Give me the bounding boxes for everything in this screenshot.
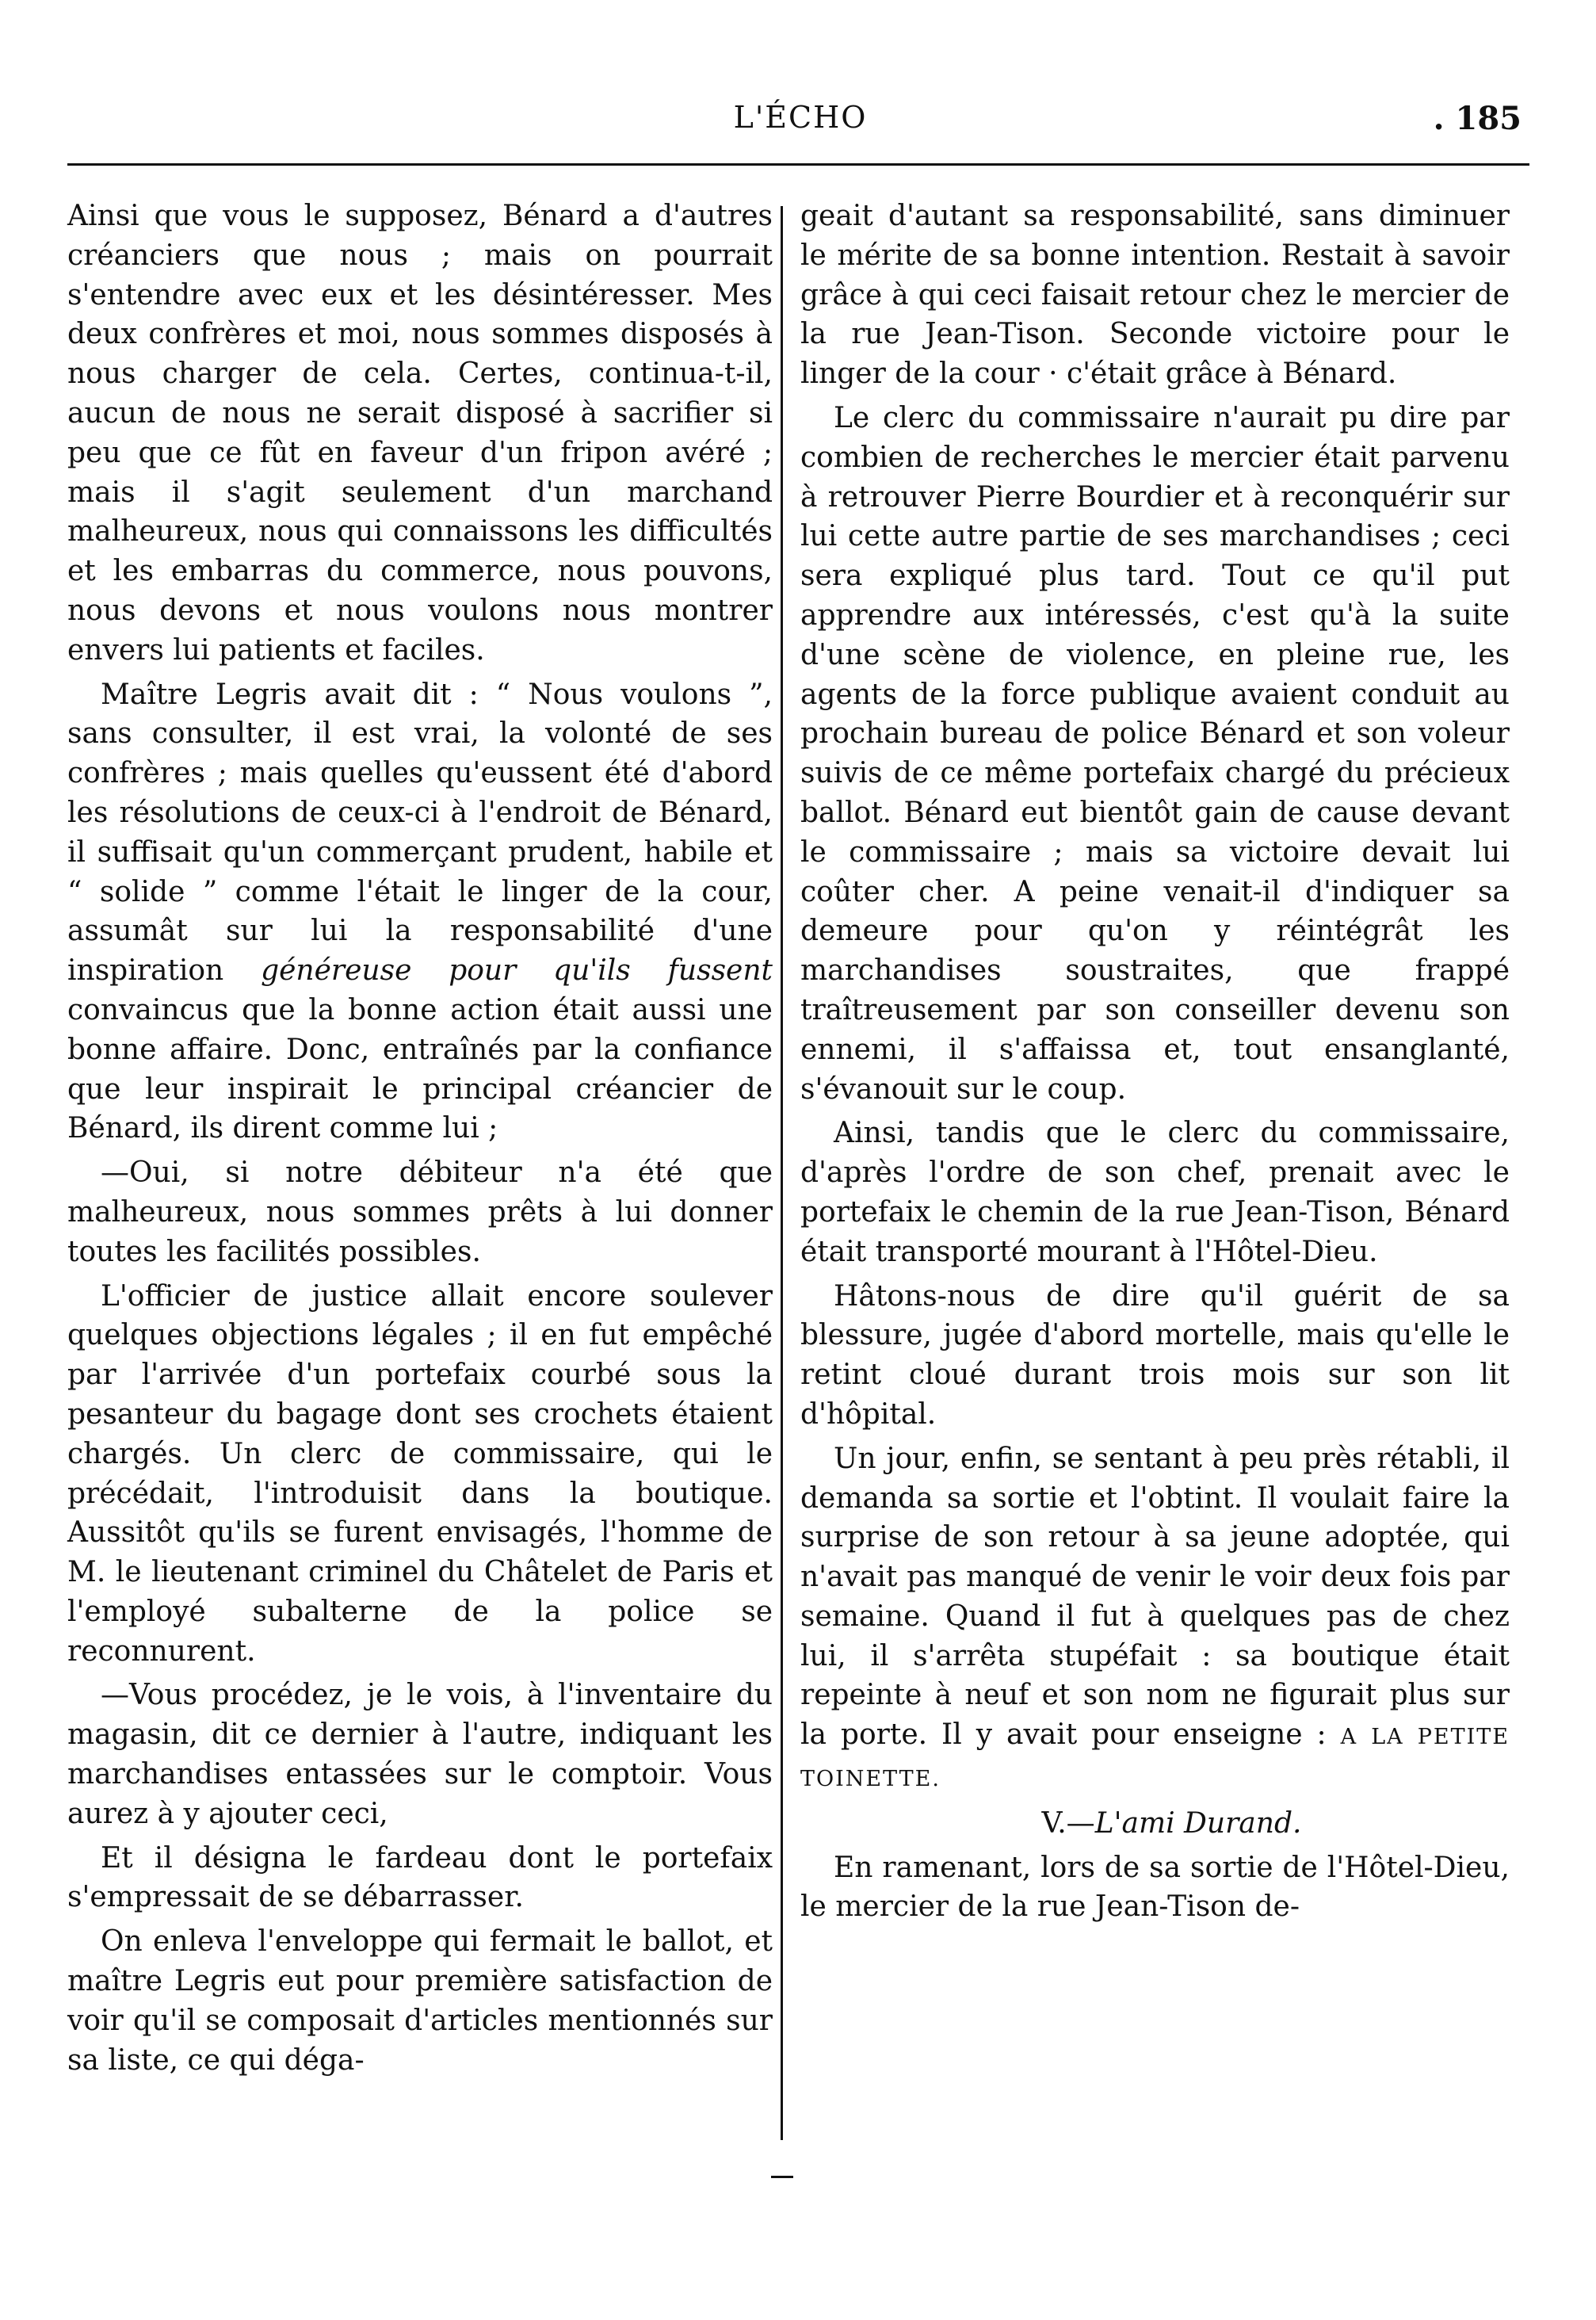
page-header [71,94,1529,149]
column-divider [781,206,783,2140]
paragraph [800,1439,1510,1799]
page-number: . 185 [1433,100,1522,137]
right-column [800,197,1510,1927]
paragraph: On enleva l'enveloppe qui fermait le ballot, et maître Legris eut pour première satisfaction de voir qu'il se composait d'articles mentionnés sur sa liste, ce qui déga- [67,1925,773,2077]
header-rule [67,163,1529,166]
paragraph: —Oui, si notre débiteur n'a été que malheureux, nous sommes prêts à lui donner toutes les facilités possibles. [67,1156,773,1268]
paragraph-text: Maître Legris avait dit : “ Nous voulons ”, sans consulter, il est vrai, la volonté de ses confrères ; mais quelles qu'eussent été d'abord les résolutions de ceux-ci à l'endroit de Bénard, il suffisait qu'un commerçant prudent, habile et “ solide ” comme l'était le linger de la cour, assumât sur lui la responsabilité d'une inspiration [67,678,773,988]
italic-phrase: généreuse pour qu'ils fussent [261,954,773,988]
paragraph-text: que la bonne action était aussi une bonne affaire. Donc, entraînés par la confiance que leur inspirait le principal créancier de Bénard, ils dirent comme lui ; [67,993,773,1145]
section-heading [800,1804,1510,1844]
paragraph-text: convaincus [67,993,229,1026]
paragraph: Ainsi que vous le supposez, Bénard a d'autres créanciers que nous ; mais on pourrait s'entendre avec eux et les désintéresser. Mes deux confrères et moi, nous sommes disposés à nous charger de cela. Certes, continua-t-il, aucun de nous ne serait disposé à sacrifier si peu que ce fût en faveur d'un fripon avéré ; mais il s'agit seulement d'un marchand malheureux, nous qui connaissons les difficultés et les embarras du commerce, nous pouvons, nous devons et nous voulons nous montrer envers lui patients et faciles. [67,200,773,667]
paragraph: Le clerc du commissaire n'aurait pu dire par combien de recherches le mercier était parvenu à retrouver Pierre Bourdier et à reconquérir sur lui cette autre partie de ses marchandises ; ceci sera expliqué plus tard. Tout ce qu'il put apprendre aux intéressés, c'est qu'à la suite d'une scène de violence, en pleine rue, les agents de la force publique avaient conduit au prochain bureau de police Bénard et son voleur suivis de ce même portefaix chargé du précieux ballot. Bénard eut bientôt gain de cause devant le commissaire ; mais sa victoire devait lui coûter cher. A peine venait-il d'indiquer sa demeure pour qu'on y réintégrât les marchandises soustraites, que frappé traîtreusement par son conseiller devenu son ennemi, il s'affaissa et, tout ensanglanté, s'évanouit sur le coup. [800,401,1510,1106]
paragraph: —Vous procédez, je le vois, à l'inventaire du magasin, dit ce dernier à l'autre, indiquant les marchandises entassées sur le comptoir. Vous aurez à y ajouter ceci, [67,1679,773,1830]
shop-sign-text: A LA PETITE TOINETTE. [800,1725,1510,1792]
paragraph: Ainsi, tandis que le clerc du commissaire, d'après l'ordre de son chef, prenait avec le portefaix le chemin de la rue Jean-Tison, Bénard était transporté mourant à l'Hôtel-Dieu. [800,1117,1510,1268]
paragraph [67,675,773,1149]
section-title: L'ami Durand. [1094,1806,1302,1840]
paragraph: Hâtons-nous de dire qu'il guérit de sa blessure, jugée d'abord mortelle, mais qu'elle le retint cloué durant trois mois sur son lit d'hôpital. [800,1279,1510,1431]
paragraph: geait d'autant sa responsabilité, sans diminuer le mérite de sa bonne intention. Restait à savoir grâce à qui ceci faisait retour chez le mercier de la rue Jean-Tison. Seconde victoire pour le linger de la cour · c'était grâce à Bénard. [800,200,1510,391]
paragraph: L'officier de justice allait encore soulever quelques objections légales ; il en fut empêché par l'arrivée d'un portefaix courbé sous la pesanteur du bagage dont ses crochets étaient chargés. Un clerc de commissaire, qui le précédait, l'introduisit dans la boutique. Aussitôt qu'ils se furent envisagés, l'homme de M. le lieutenant criminel du Châtelet de Paris et l'employé subalterne de la police se reconnurent. [67,1279,773,1668]
page-title: L'ÉCHO [733,100,868,135]
paragraph: En ramenant, lors de sa sortie de l'Hôtel-Dieu, le mercier de la rue Jean-Tison de- [800,1851,1510,1924]
section-number: V.— [1041,1806,1095,1840]
left-column [67,197,773,2080]
paragraph-text: Un jour, enfin, se sentant à peu près rétabli, il demanda sa sortie et l'obtint. Il voulait faire la surprise de son retour à sa jeune adoptée, qui n'avait pas manqué de venir le voir deux fois par semaine. Quand il fut à quelques pas de chez lui, il s'arrêta stupéfait : sa boutique était repeinte à neuf et son nom ne figurait plus sur la porte. Il y avait pour enseigne : [800,1442,1510,1752]
paragraph: Et il désigna le fardeau dont le portefaix s'empressait de se débarrasser. [67,1841,773,1914]
footer-dash [771,2176,793,2178]
